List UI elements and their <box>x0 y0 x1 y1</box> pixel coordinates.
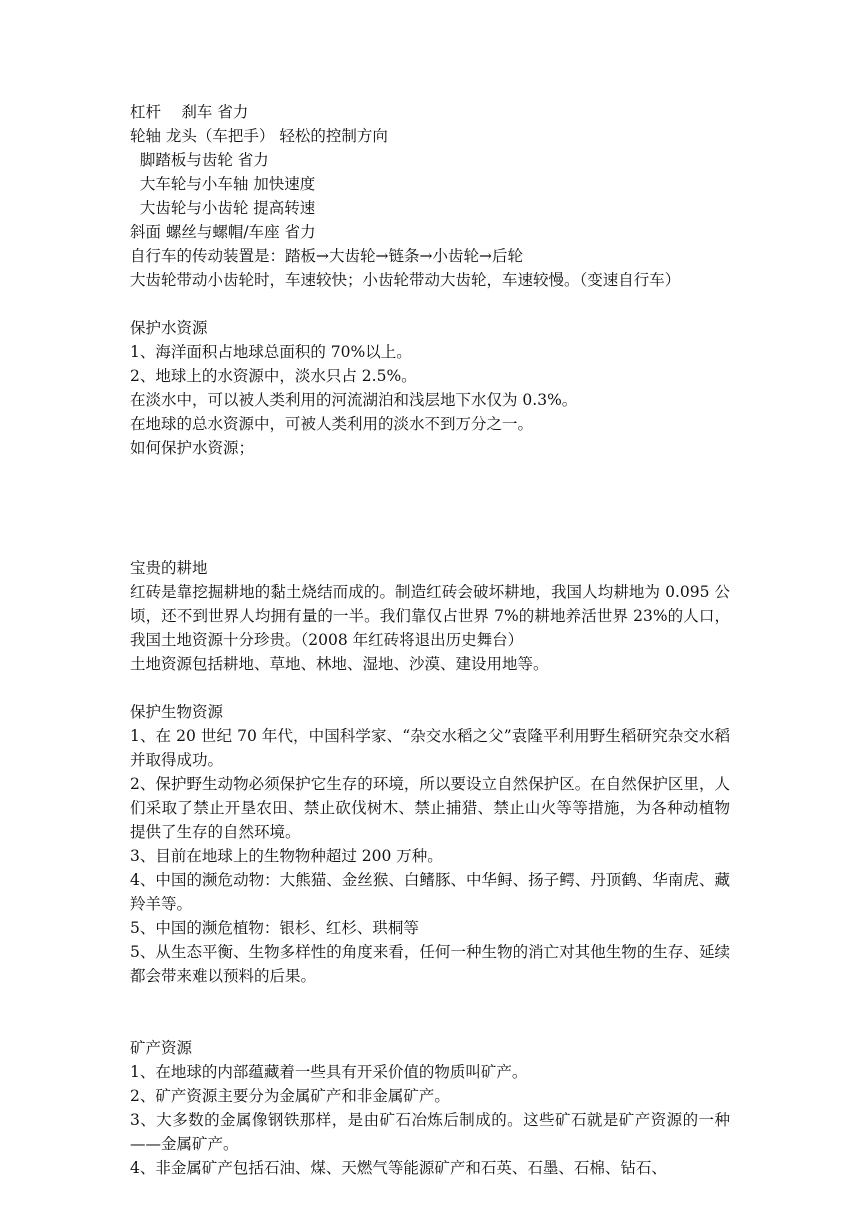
section-heading-bio: 保护生物资源 <box>130 703 224 721</box>
list-item: 1、在地球的内部蕴藏着一些具有开采价值的物质叫矿产。 <box>130 1063 528 1081</box>
text-line: 如何保护水资源； <box>130 439 255 457</box>
text-line: 自行车的传动装置是：踏板→大齿轮→链条→小齿轮→后轮 <box>130 247 523 265</box>
list-item: 2、矿产资源主要分为金属矿产和非金属矿产。 <box>130 1087 450 1105</box>
list-item: 4、中国的濒危动物：大熊猫、金丝猴、白鳍豚、中华鲟、扬子鳄、丹顶鹤、华南虎、藏羚羊等。 <box>130 871 730 913</box>
list-item: 3、目前在地球上的生物物种超过 200 万种。 <box>130 847 443 865</box>
text-line: 在淡水中，可以被人类利用的河流湖泊和浅层地下水仅为 0.3%。 <box>130 391 578 409</box>
text-line: 大齿轮带动小齿轮时，车速较快；小齿轮带动大齿轮，车速较慢。（变速自行车） <box>130 271 681 289</box>
text-line: 轮轴 龙头（车把手） 轻松的控制方向 <box>130 127 388 145</box>
text-line: 大车轮与小车轴 加快速度 <box>130 175 316 193</box>
text-line: 在地球的总水资源中，可被人类利用的淡水不到万分之一。 <box>130 415 534 433</box>
text-line: 杠杆 刹车 省力 <box>130 103 249 121</box>
list-item: 5、中国的濒危植物：银杉、红杉、珙桐等 <box>130 919 419 937</box>
text-line: 大齿轮与小齿轮 提高转速 <box>130 199 316 217</box>
document-body <box>130 100 730 1180</box>
paragraph: 红砖是靠挖掘耕地的黏土烧结而成的。制造红砖会破坏耕地，我国人均耕地为 0.095 公顷，还不到世界人均拥有量的一半。我们靠仅占世界 7%的耕地养活世界 23%的人口，我国土地资源十分珍贵。（2008 年红砖将退出历史舞台） <box>130 583 730 649</box>
section-heading-mineral: 矿产资源 <box>130 1039 193 1057</box>
list-item: 1、在 20 世纪 70 年代，中国科学家、“杂交水稻之父”袁隆平利用野生稻研究杂交水稻并取得成功。 <box>130 727 730 769</box>
text-line: 1、海洋面积占地球总面积的 70%以上。 <box>130 343 412 361</box>
list-item: 5、从生态平衡、生物多样性的角度来看，任何一种生物的消亡对其他生物的生存、延续都会带来难以预料的后果。 <box>130 943 730 985</box>
list-item: 3、大多数的金属像钢铁那样，是由矿石冶炼后制成的。这些矿石就是矿产资源的一种——金属矿产。 <box>130 1111 730 1153</box>
text-line: 脚踏板与齿轮 省力 <box>130 151 269 169</box>
text-line: 斜面 螺丝与螺帽/车座 省力 <box>130 223 316 241</box>
section-heading-water: 保护水资源 <box>130 319 208 337</box>
section-heading-land: 宝贵的耕地 <box>130 559 208 577</box>
list-item: 4、非金属矿产包括石油、煤、天燃气等能源矿产和石英、石墨、石棉、钻石、 <box>130 1159 667 1177</box>
text-line: 2、地球上的水资源中，淡水只占 2.5%。 <box>130 367 417 385</box>
text-line: 土地资源包括耕地、草地、林地、湿地、沙漠、建设用地等。 <box>130 655 549 673</box>
list-item: 2、保护野生动物必须保护它生存的环境，所以要设立自然保护区。在自然保护区里，人们采取了禁止开垦农田、禁止砍伐树木、禁止捕猎、禁止山火等等措施，为各种动植物提供了生存的自然环境。 <box>130 775 730 841</box>
